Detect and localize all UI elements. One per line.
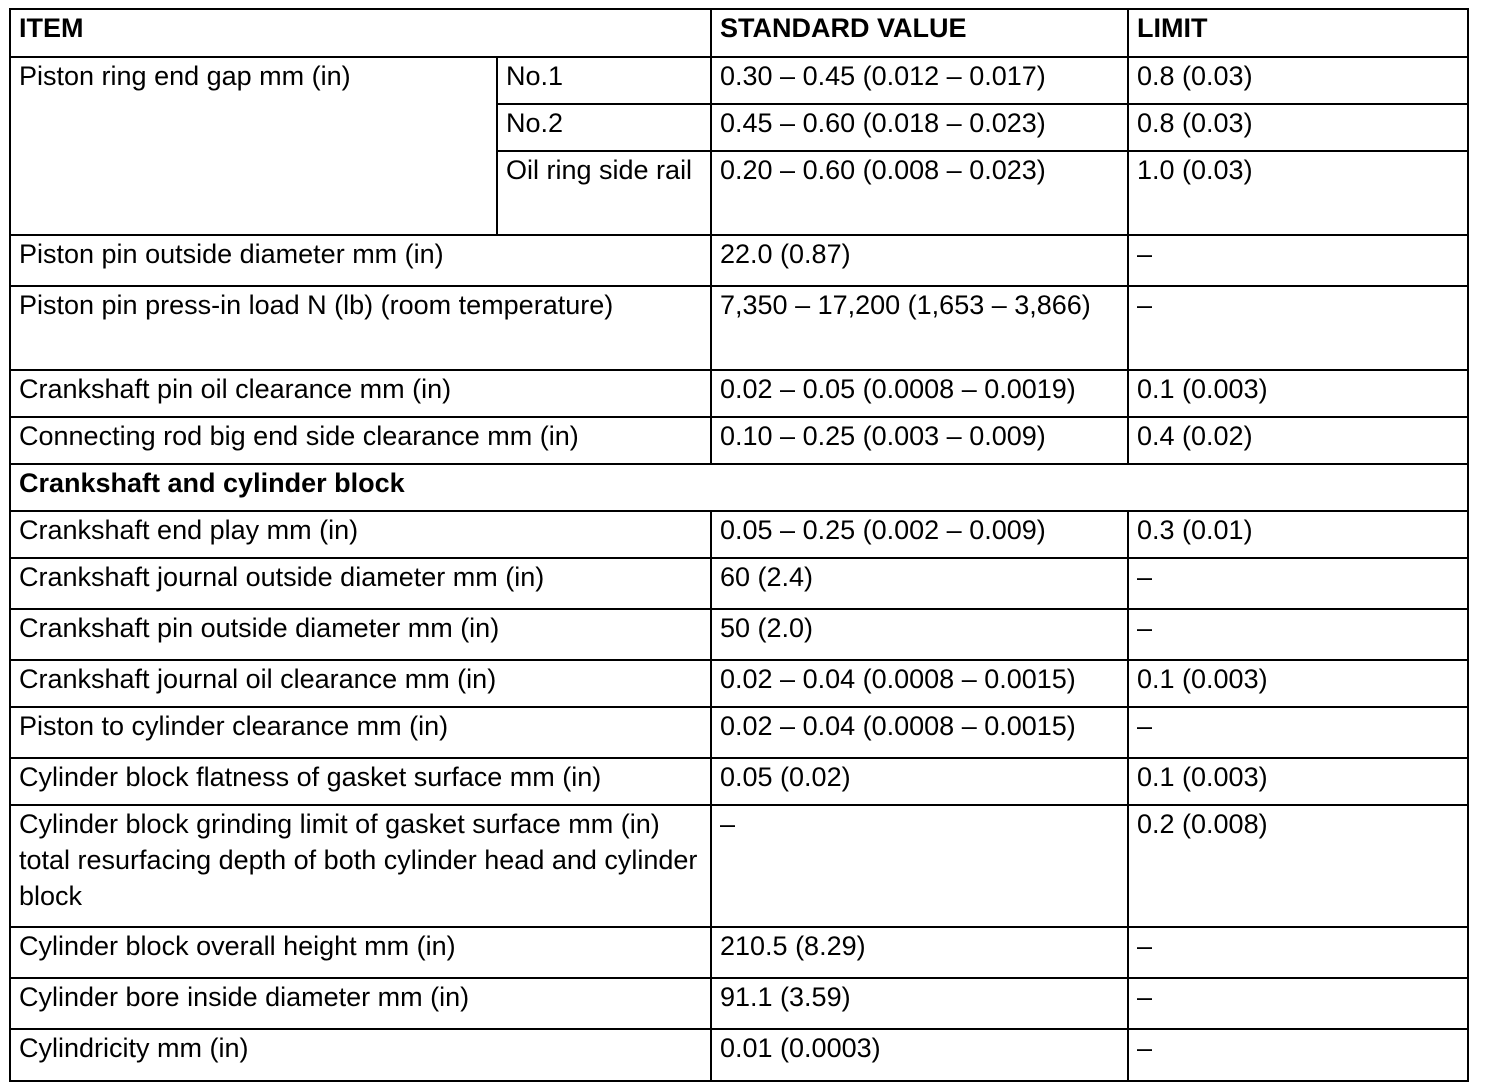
row-item: Crankshaft journal oil clearance mm (in) xyxy=(10,660,711,707)
row-limit: – xyxy=(1128,707,1468,758)
row-standard-value: 0.10 – 0.25 (0.003 – 0.009) xyxy=(711,417,1128,464)
table-row xyxy=(10,558,1468,609)
row-limit: – xyxy=(1128,609,1468,660)
row-limit: 0.8 (0.03) xyxy=(1128,104,1468,151)
row-standard-value: 0.01 (0.0003) xyxy=(711,1029,1128,1081)
table-row xyxy=(10,417,1468,464)
row-limit: – xyxy=(1128,235,1468,286)
row-limit: 0.1 (0.003) xyxy=(1128,370,1468,417)
row-standard-value: 0.45 – 0.60 (0.018 – 0.023) xyxy=(711,104,1128,151)
row-item: Cylinder bore inside diameter mm (in) xyxy=(10,978,711,1029)
row-limit: 0.3 (0.01) xyxy=(1128,511,1468,558)
row-item: Cylinder block grinding limit of gasket surface mm (in) total resurfacing depth of both cylinder head and cylinder block xyxy=(10,805,711,927)
row-subitem: Oil ring side rail xyxy=(497,151,711,235)
table-row xyxy=(10,660,1468,707)
table-row xyxy=(10,57,1468,104)
row-item: Piston pin outside diameter mm (in) xyxy=(10,235,711,286)
header-limit: LIMIT xyxy=(1128,9,1468,57)
specification-table xyxy=(9,8,1469,1082)
table-row xyxy=(10,235,1468,286)
row-limit: – xyxy=(1128,978,1468,1029)
row-standard-value: 50 (2.0) xyxy=(711,609,1128,660)
row-item: Cylinder block overall height mm (in) xyxy=(10,927,711,978)
row-limit: 1.0 (0.03) xyxy=(1128,151,1468,235)
table-row xyxy=(10,707,1468,758)
table-row xyxy=(10,286,1468,370)
row-limit: 0.1 (0.003) xyxy=(1128,660,1468,707)
table-row xyxy=(10,978,1468,1029)
row-limit: – xyxy=(1128,927,1468,978)
table-row xyxy=(10,609,1468,660)
row-limit: – xyxy=(1128,558,1468,609)
header-item: ITEM xyxy=(10,9,711,57)
row-item: Piston to cylinder clearance mm (in) xyxy=(10,707,711,758)
table-row xyxy=(10,927,1468,978)
row-standard-value: – xyxy=(711,805,1128,927)
table-row xyxy=(10,758,1468,805)
row-item: Piston ring end gap mm (in) xyxy=(10,57,497,235)
row-standard-value: 0.02 – 0.05 (0.0008 – 0.0019) xyxy=(711,370,1128,417)
table-row xyxy=(10,511,1468,558)
table-row xyxy=(10,1029,1468,1081)
header-standard-value: STANDARD VALUE xyxy=(711,9,1128,57)
row-standard-value: 7,350 – 17,200 (1,653 – 3,866) xyxy=(711,286,1128,370)
row-standard-value: 210.5 (8.29) xyxy=(711,927,1128,978)
row-item: Crankshaft pin outside diameter mm (in) xyxy=(10,609,711,660)
row-limit: – xyxy=(1128,1029,1468,1081)
row-standard-value: 0.05 – 0.25 (0.002 – 0.009) xyxy=(711,511,1128,558)
row-item: Cylindricity mm (in) xyxy=(10,1029,711,1081)
row-item: Crankshaft end play mm (in) xyxy=(10,511,711,558)
row-limit: 0.4 (0.02) xyxy=(1128,417,1468,464)
row-standard-value: 0.05 (0.02) xyxy=(711,758,1128,805)
row-item: Crankshaft pin oil clearance mm (in) xyxy=(10,370,711,417)
row-standard-value: 0.20 – 0.60 (0.008 – 0.023) xyxy=(711,151,1128,235)
row-subitem: No.1 xyxy=(497,57,711,104)
section-header-row xyxy=(10,464,1468,511)
row-limit: 0.2 (0.008) xyxy=(1128,805,1468,927)
row-standard-value: 22.0 (0.87) xyxy=(711,235,1128,286)
table-row xyxy=(10,370,1468,417)
table-row xyxy=(10,805,1468,927)
row-standard-value: 91.1 (3.59) xyxy=(711,978,1128,1029)
row-standard-value: 0.30 – 0.45 (0.012 – 0.017) xyxy=(711,57,1128,104)
row-standard-value: 60 (2.4) xyxy=(711,558,1128,609)
section-title: Crankshaft and cylinder block xyxy=(10,464,1468,511)
row-standard-value: 0.02 – 0.04 (0.0008 – 0.0015) xyxy=(711,707,1128,758)
row-standard-value: 0.02 – 0.04 (0.0008 – 0.0015) xyxy=(711,660,1128,707)
row-subitem: No.2 xyxy=(497,104,711,151)
row-limit: – xyxy=(1128,286,1468,370)
row-item: Connecting rod big end side clearance mm (in) xyxy=(10,417,711,464)
row-item: Crankshaft journal outside diameter mm (in) xyxy=(10,558,711,609)
table-header-row xyxy=(10,9,1468,57)
row-item: Piston pin press-in load N (lb) (room temperature) xyxy=(10,286,711,370)
row-limit: 0.1 (0.003) xyxy=(1128,758,1468,805)
row-item: Cylinder block flatness of gasket surface mm (in) xyxy=(10,758,711,805)
row-limit: 0.8 (0.03) xyxy=(1128,57,1468,104)
